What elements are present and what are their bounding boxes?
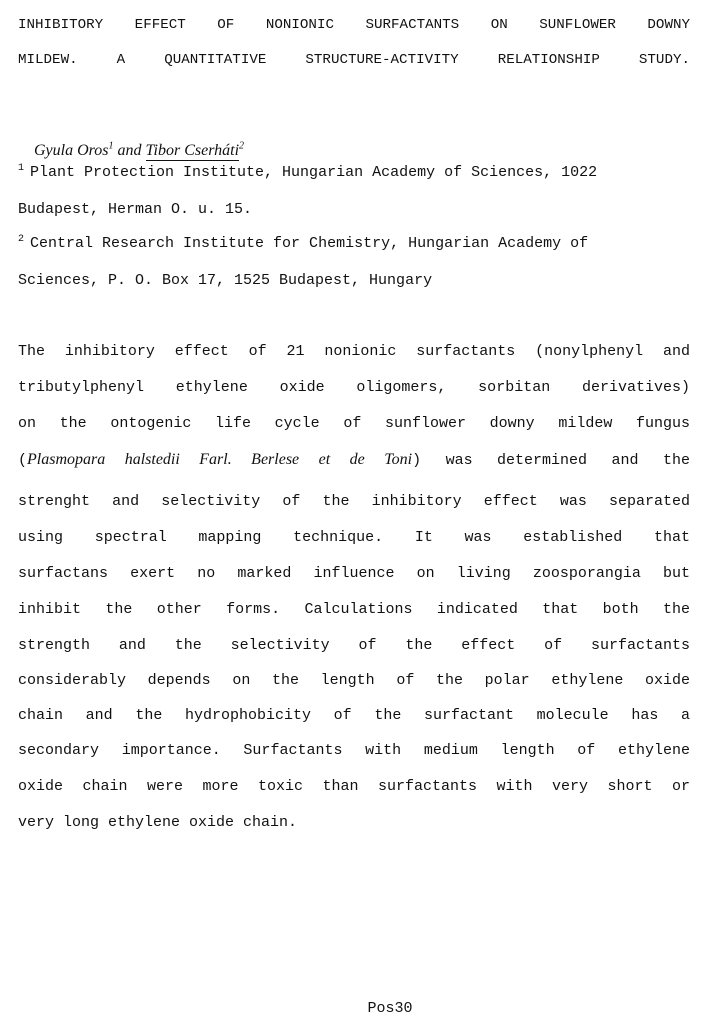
abstract-line-3: on the ontogenic life cycle of sunflower downy mildew fungus [18, 415, 690, 432]
page-code: Pos30 [367, 1000, 413, 1017]
abstract-line-4-close: ) [412, 452, 422, 469]
affiliation-2-sup: 2 [18, 234, 25, 245]
affiliation-2-line-1 [18, 235, 588, 253]
abstract-line-2: tributylphenyl ethylene oxide oligomers, sorbitan derivatives) [18, 379, 690, 396]
abstract-line-6: using spectral mapping technique. It was established that [18, 529, 690, 546]
author-2-sup: 2 [239, 140, 245, 152]
title-line-1: INHIBITORY EFFECT OF NONIONIC SURFACTANTS ON SUNFLOWER DOWNY [18, 17, 690, 33]
title-line-2: MILDEW. A QUANTITATIVE STRUCTURE-ACTIVITY RELATIONSHIP STUDY. [18, 52, 690, 68]
author-1-sup: 1 [108, 140, 114, 152]
abstract-line-1: The inhibitory effect of 21 nonionic surfactants (nonylphenyl and [18, 343, 690, 360]
affiliation-2-line-2: Sciences, P. O. Box 17, 1525 Budapest, Hungary [18, 272, 433, 289]
abstract-line-10: considerably depends on the length of the polar ethylene oxide [18, 672, 690, 689]
species-name: Plasmopara halstedii Farl. Berlese et de Toni [27, 451, 413, 468]
abstract-line-13: oxide chain were more toxic than surfactants with very short or [18, 778, 690, 795]
affiliation-2-text: Central Research Institute for Chemistry, Hungarian Academy of [30, 235, 589, 252]
abstract-line-8: inhibit the other forms. Calculations indicated that both the [18, 601, 690, 618]
abstract-line-4 [18, 451, 690, 470]
affiliation-1-sup: 1 [18, 163, 25, 174]
abstract-line-14: very long ethylene oxide chain. [18, 814, 298, 831]
affiliation-1-line-1 [18, 164, 597, 182]
abstract-line-12: secondary importance. Surfactants with medium length of ethylene [18, 742, 690, 759]
abstract-line-4-open: ( [18, 452, 28, 469]
abstract-line-11: chain and the hydrophobicity of the surfactant molecule has a [18, 707, 690, 724]
abstract-line-7: surfactans exert no marked influence on living zoosporangia but [18, 565, 690, 582]
page-footer [0, 1000, 714, 1018]
author-2-name: Tibor Cserháti [145, 142, 240, 159]
affiliation-1-line-2: Budapest, Herman O. u. 15. [18, 201, 253, 218]
abstract-line-5: strenght and selectivity of the inhibitory effect was separated [18, 493, 690, 510]
author-1-name: Gyula Oros [34, 142, 109, 159]
abstract-line-4-rest: was determined and the [445, 452, 690, 469]
author-conjunction: and [113, 142, 146, 159]
affiliation-1-text: Plant Protection Institute, Hungarian Academy of Sciences, 1022 [30, 164, 598, 181]
abstract-line-9: strength and the selectivity of the effect of surfactants [18, 637, 690, 654]
